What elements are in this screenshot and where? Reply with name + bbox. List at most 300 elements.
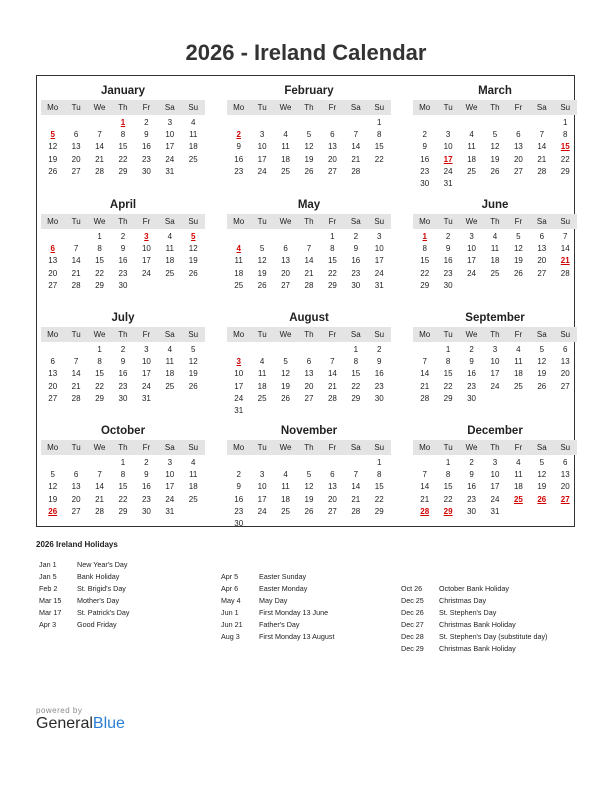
day[interactable]: 14	[420, 369, 430, 379]
holiday-day[interactable]: 27	[560, 494, 570, 504]
day[interactable]: 2	[144, 458, 149, 467]
day[interactable]: 28	[304, 280, 314, 290]
day[interactable]: 9	[469, 470, 474, 480]
day[interactable]: 1	[120, 458, 126, 467]
day[interactable]: 23	[234, 506, 244, 516]
day[interactable]: 3	[167, 118, 173, 127]
day[interactable]: 15	[443, 369, 453, 379]
day[interactable]: 4	[469, 130, 474, 140]
day[interactable]: 28	[71, 280, 81, 290]
day[interactable]: 9	[120, 357, 126, 367]
day[interactable]: 18	[467, 154, 476, 164]
day[interactable]: 28	[351, 506, 361, 516]
day[interactable]: 9	[469, 357, 474, 367]
day[interactable]: 2	[422, 130, 427, 140]
day[interactable]: 4	[516, 345, 521, 354]
day[interactable]: 9	[422, 142, 427, 152]
day[interactable]: 23	[351, 268, 361, 278]
day[interactable]: 14	[71, 369, 81, 379]
day[interactable]: 5	[50, 470, 55, 480]
day[interactable]: 18	[513, 482, 523, 492]
day[interactable]: 31	[141, 393, 151, 403]
day[interactable]: 20	[327, 494, 337, 504]
day[interactable]: 3	[469, 232, 474, 241]
day[interactable]: 29	[118, 506, 128, 516]
day[interactable]: 15	[327, 256, 337, 266]
day[interactable]: 13	[71, 142, 81, 152]
day[interactable]: 19	[537, 369, 547, 379]
day[interactable]: 25	[257, 393, 267, 403]
day[interactable]: 1	[97, 232, 102, 241]
day[interactable]: 14	[351, 142, 361, 152]
day[interactable]: 18	[234, 268, 244, 278]
day[interactable]: 18	[188, 142, 198, 152]
day[interactable]: 1	[445, 345, 451, 354]
day[interactable]: 17	[234, 381, 244, 391]
day[interactable]: 22	[327, 268, 337, 278]
day[interactable]: 25	[234, 280, 244, 290]
day[interactable]: 16	[443, 256, 453, 266]
day[interactable]: 10	[234, 369, 244, 379]
day[interactable]: 11	[257, 369, 267, 379]
day[interactable]: 25	[188, 494, 198, 504]
day[interactable]: 8	[120, 130, 126, 140]
day[interactable]: 22	[560, 154, 570, 164]
day[interactable]: 10	[374, 244, 384, 254]
day[interactable]: 24	[443, 166, 453, 176]
day[interactable]: 28	[327, 393, 337, 403]
day[interactable]: 20	[281, 268, 290, 278]
day[interactable]: 14	[95, 482, 104, 492]
day[interactable]: 23	[234, 166, 244, 176]
day[interactable]: 25	[490, 268, 500, 278]
day[interactable]: 26	[257, 280, 267, 290]
day[interactable]: 15	[95, 369, 104, 379]
day[interactable]: 21	[351, 154, 361, 164]
day[interactable]: 10	[141, 357, 151, 367]
day[interactable]: 7	[330, 357, 335, 367]
day[interactable]: 2	[120, 345, 126, 354]
day[interactable]: 24	[257, 506, 267, 516]
day[interactable]: 13	[560, 357, 570, 367]
day[interactable]: 8	[97, 244, 102, 254]
day[interactable]: 19	[281, 381, 290, 391]
day[interactable]: 6	[50, 357, 55, 367]
day[interactable]: 12	[513, 244, 523, 254]
day[interactable]: 23	[141, 494, 151, 504]
holiday-day[interactable]: 26	[48, 506, 58, 516]
day[interactable]: 7	[73, 244, 79, 254]
day[interactable]: 3	[377, 232, 382, 241]
day[interactable]: 12	[490, 142, 500, 152]
day[interactable]: 15	[351, 369, 361, 379]
day[interactable]: 24	[165, 154, 175, 164]
day[interactable]: 7	[353, 470, 359, 480]
day[interactable]: 20	[304, 381, 314, 391]
day[interactable]: 8	[353, 357, 359, 367]
day[interactable]: 6	[73, 470, 79, 480]
day[interactable]: 17	[490, 482, 500, 492]
day[interactable]: 3	[492, 458, 498, 467]
holiday-day[interactable]: 3	[144, 232, 149, 241]
day[interactable]: 3	[259, 470, 265, 480]
day[interactable]: 11	[189, 130, 198, 140]
holiday-day[interactable]: 26	[537, 494, 547, 504]
day[interactable]: 17	[257, 494, 267, 504]
day[interactable]: 4	[259, 357, 265, 367]
holiday-day[interactable]: 3	[236, 357, 241, 367]
day[interactable]: 17	[141, 369, 151, 379]
day[interactable]: 23	[420, 166, 430, 176]
day[interactable]: 6	[539, 232, 545, 241]
day[interactable]: 27	[327, 506, 337, 516]
day[interactable]: 29	[420, 280, 430, 290]
day[interactable]: 8	[445, 470, 451, 480]
day[interactable]: 8	[422, 244, 427, 254]
day[interactable]: 5	[539, 458, 545, 467]
day[interactable]: 14	[327, 369, 337, 379]
day[interactable]: 7	[306, 244, 312, 254]
day[interactable]: 29	[560, 166, 570, 176]
day[interactable]: 11	[189, 470, 198, 480]
day[interactable]: 8	[445, 357, 451, 367]
day[interactable]: 21	[420, 494, 430, 504]
day[interactable]: 20	[48, 268, 58, 278]
day[interactable]: 29	[95, 393, 104, 403]
day[interactable]: 31	[443, 178, 453, 188]
day[interactable]: 13	[327, 482, 337, 492]
day[interactable]: 22	[374, 494, 384, 504]
day[interactable]: 10	[165, 130, 175, 140]
day[interactable]: 12	[48, 482, 58, 492]
day[interactable]: 5	[306, 130, 312, 140]
day[interactable]: 5	[283, 357, 288, 367]
day[interactable]: 30	[467, 393, 476, 403]
day[interactable]: 17	[165, 142, 175, 152]
day[interactable]: 11	[490, 244, 500, 254]
day[interactable]: 22	[443, 381, 453, 391]
day[interactable]: 7	[353, 130, 359, 140]
day[interactable]: 30	[443, 280, 453, 290]
day[interactable]: 27	[560, 381, 570, 391]
day[interactable]: 18	[281, 154, 290, 164]
day[interactable]: 29	[95, 280, 104, 290]
day[interactable]: 2	[144, 118, 149, 127]
day[interactable]: 26	[48, 166, 58, 176]
day[interactable]: 23	[118, 381, 128, 391]
day[interactable]: 5	[516, 232, 521, 241]
day[interactable]: 11	[514, 470, 523, 480]
day[interactable]: 17	[490, 369, 500, 379]
day[interactable]: 3	[144, 345, 149, 354]
day[interactable]: 12	[48, 142, 58, 152]
day[interactable]: 10	[141, 244, 151, 254]
day[interactable]: 26	[188, 381, 198, 391]
day[interactable]: 17	[374, 256, 384, 266]
day[interactable]: 10	[490, 470, 500, 480]
day[interactable]: 21	[95, 494, 104, 504]
day[interactable]: 22	[118, 154, 128, 164]
day[interactable]: 1	[353, 345, 359, 354]
day[interactable]: 13	[48, 256, 58, 266]
day[interactable]: 16	[234, 154, 244, 164]
day[interactable]: 30	[118, 393, 128, 403]
day[interactable]: 14	[351, 482, 361, 492]
day[interactable]: 2	[120, 232, 126, 241]
day[interactable]: 26	[188, 268, 198, 278]
day[interactable]: 28	[95, 506, 104, 516]
day[interactable]: 27	[537, 268, 547, 278]
holiday-day[interactable]: 6	[50, 244, 55, 254]
day[interactable]: 10	[257, 142, 267, 152]
day[interactable]: 26	[490, 166, 500, 176]
day[interactable]: 11	[514, 357, 523, 367]
day[interactable]: 4	[191, 458, 196, 467]
day[interactable]: 25	[281, 506, 290, 516]
day[interactable]: 16	[351, 256, 361, 266]
day[interactable]: 10	[443, 142, 453, 152]
day[interactable]: 12	[257, 256, 267, 266]
day[interactable]: 18	[281, 494, 290, 504]
day[interactable]: 14	[71, 256, 81, 266]
day[interactable]: 20	[71, 154, 81, 164]
day[interactable]: 27	[327, 166, 337, 176]
day[interactable]: 12	[281, 369, 290, 379]
day[interactable]: 3	[492, 345, 498, 354]
day[interactable]: 4	[492, 232, 498, 241]
day[interactable]: 20	[71, 494, 81, 504]
day[interactable]: 6	[563, 458, 568, 467]
day[interactable]: 6	[330, 130, 335, 140]
day[interactable]: 7	[73, 357, 79, 367]
day[interactable]: 4	[516, 458, 521, 467]
holiday-day[interactable]: 29	[443, 506, 453, 516]
day[interactable]: 13	[281, 256, 290, 266]
day[interactable]: 16	[118, 256, 128, 266]
day[interactable]: 25	[281, 166, 290, 176]
day[interactable]: 3	[259, 130, 265, 140]
day[interactable]: 16	[374, 369, 384, 379]
day[interactable]: 29	[118, 166, 128, 176]
day[interactable]: 7	[97, 130, 102, 140]
day[interactable]: 6	[516, 130, 521, 140]
day[interactable]: 8	[97, 357, 102, 367]
holiday-day[interactable]: 1	[422, 232, 427, 241]
day[interactable]: 7	[563, 232, 568, 241]
day[interactable]: 25	[188, 154, 198, 164]
day[interactable]: 19	[188, 256, 198, 266]
day[interactable]: 18	[513, 369, 523, 379]
day[interactable]: 18	[490, 256, 500, 266]
day[interactable]: 20	[513, 154, 523, 164]
day[interactable]: 19	[257, 268, 267, 278]
day[interactable]: 30	[234, 518, 244, 528]
day[interactable]: 28	[560, 268, 570, 278]
day[interactable]: 15	[420, 256, 430, 266]
day[interactable]: 11	[165, 244, 174, 254]
day[interactable]: 18	[165, 256, 175, 266]
day[interactable]: 26	[304, 506, 314, 516]
day[interactable]: 10	[257, 482, 267, 492]
holiday-day[interactable]: 15	[560, 142, 570, 152]
day[interactable]: 29	[351, 393, 361, 403]
day[interactable]: 8	[377, 470, 382, 480]
day[interactable]: 19	[304, 154, 314, 164]
day[interactable]: 3	[445, 130, 451, 140]
day[interactable]: 24	[374, 268, 384, 278]
day[interactable]: 23	[118, 268, 128, 278]
day[interactable]: 20	[48, 381, 58, 391]
day[interactable]: 27	[48, 393, 58, 403]
day[interactable]: 22	[443, 494, 453, 504]
day[interactable]: 22	[95, 381, 104, 391]
day[interactable]: 15	[118, 142, 128, 152]
day[interactable]: 25	[165, 268, 175, 278]
day[interactable]: 7	[422, 357, 427, 367]
day[interactable]: 7	[422, 470, 427, 480]
holiday-day[interactable]: 25	[513, 494, 523, 504]
day[interactable]: 31	[165, 166, 175, 176]
day[interactable]: 9	[377, 357, 382, 367]
day[interactable]: 30	[141, 506, 151, 516]
day[interactable]: 19	[48, 494, 58, 504]
day[interactable]: 18	[188, 482, 198, 492]
day[interactable]: 31	[165, 506, 175, 516]
day[interactable]: 9	[236, 142, 241, 152]
day[interactable]: 11	[165, 357, 174, 367]
day[interactable]: 27	[281, 280, 290, 290]
day[interactable]: 25	[467, 166, 476, 176]
day[interactable]: 15	[443, 482, 453, 492]
day[interactable]: 1	[563, 118, 568, 127]
day[interactable]: 9	[144, 130, 149, 140]
day[interactable]: 5	[539, 345, 545, 354]
day[interactable]: 21	[537, 154, 547, 164]
day[interactable]: 16	[141, 482, 151, 492]
day[interactable]: 23	[443, 268, 453, 278]
day[interactable]: 7	[97, 470, 102, 480]
day[interactable]: 12	[304, 482, 314, 492]
day[interactable]: 14	[95, 142, 104, 152]
day[interactable]: 2	[445, 232, 451, 241]
holiday-day[interactable]: 28	[420, 506, 430, 516]
day[interactable]: 9	[144, 470, 149, 480]
day[interactable]: 14	[560, 244, 570, 254]
holiday-day[interactable]: 2	[236, 130, 241, 140]
day[interactable]: 16	[118, 369, 128, 379]
day[interactable]: 29	[327, 280, 337, 290]
holiday-day[interactable]: 5	[50, 130, 55, 140]
day[interactable]: 12	[304, 142, 314, 152]
day[interactable]: 27	[513, 166, 523, 176]
day[interactable]: 29	[443, 393, 453, 403]
day[interactable]: 21	[71, 381, 81, 391]
day[interactable]: 30	[374, 393, 384, 403]
day[interactable]: 1	[445, 458, 451, 467]
day[interactable]: 28	[351, 166, 361, 176]
day[interactable]: 11	[234, 256, 243, 266]
day[interactable]: 24	[467, 268, 476, 278]
day[interactable]: 6	[306, 357, 312, 367]
day[interactable]: 5	[306, 470, 312, 480]
day[interactable]: 2	[377, 345, 382, 354]
day[interactable]: 7	[539, 130, 545, 140]
day[interactable]: 16	[467, 369, 476, 379]
day[interactable]: 16	[234, 494, 244, 504]
day[interactable]: 2	[353, 232, 359, 241]
day[interactable]: 15	[118, 482, 128, 492]
day[interactable]: 13	[513, 142, 523, 152]
holiday-day[interactable]: 5	[191, 232, 196, 241]
day[interactable]: 3	[167, 458, 173, 467]
day[interactable]: 2	[236, 470, 241, 480]
holiday-day[interactable]: 1	[120, 118, 126, 127]
day[interactable]: 8	[330, 244, 335, 254]
day[interactable]: 6	[283, 244, 288, 254]
day[interactable]: 28	[420, 393, 430, 403]
day[interactable]: 15	[95, 256, 104, 266]
day[interactable]: 21	[351, 494, 361, 504]
day[interactable]: 13	[71, 482, 81, 492]
day[interactable]: 6	[563, 345, 568, 354]
day[interactable]: 30	[420, 178, 430, 188]
day[interactable]: 28	[95, 166, 104, 176]
day[interactable]: 21	[95, 154, 104, 164]
day[interactable]: 8	[563, 130, 568, 140]
day[interactable]: 15	[374, 482, 384, 492]
day[interactable]: 6	[73, 130, 79, 140]
holiday-day[interactable]: 17	[443, 154, 453, 164]
day[interactable]: 6	[330, 470, 335, 480]
day[interactable]: 17	[141, 256, 151, 266]
day[interactable]: 12	[188, 357, 198, 367]
day[interactable]: 14	[537, 142, 547, 152]
day[interactable]: 14	[304, 256, 314, 266]
day[interactable]: 13	[304, 369, 314, 379]
day[interactable]: 19	[188, 369, 198, 379]
day[interactable]: 9	[445, 244, 451, 254]
day[interactable]: 5	[259, 244, 265, 254]
day[interactable]: 5	[191, 345, 196, 354]
day[interactable]: 30	[351, 280, 361, 290]
day[interactable]: 12	[537, 470, 547, 480]
day[interactable]: 1	[97, 345, 102, 354]
day[interactable]: 28	[71, 393, 81, 403]
day[interactable]: 24	[165, 494, 175, 504]
day[interactable]: 8	[120, 470, 126, 480]
day[interactable]: 14	[420, 482, 430, 492]
day[interactable]: 30	[118, 280, 128, 290]
day[interactable]: 26	[304, 166, 314, 176]
day[interactable]: 19	[490, 154, 500, 164]
day[interactable]: 19	[513, 256, 523, 266]
day[interactable]: 19	[537, 482, 547, 492]
day[interactable]: 1	[377, 458, 382, 467]
day[interactable]: 22	[95, 268, 104, 278]
day[interactable]: 16	[420, 154, 430, 164]
day[interactable]: 23	[467, 494, 476, 504]
day[interactable]: 1	[330, 232, 335, 241]
day[interactable]: 15	[374, 142, 384, 152]
day[interactable]: 21	[327, 381, 337, 391]
day[interactable]: 19	[304, 494, 314, 504]
day[interactable]: 27	[48, 280, 58, 290]
day[interactable]: 23	[141, 154, 151, 164]
day[interactable]: 31	[234, 405, 244, 415]
day[interactable]: 13	[327, 142, 337, 152]
day[interactable]: 17	[165, 482, 175, 492]
day[interactable]: 20	[327, 154, 337, 164]
